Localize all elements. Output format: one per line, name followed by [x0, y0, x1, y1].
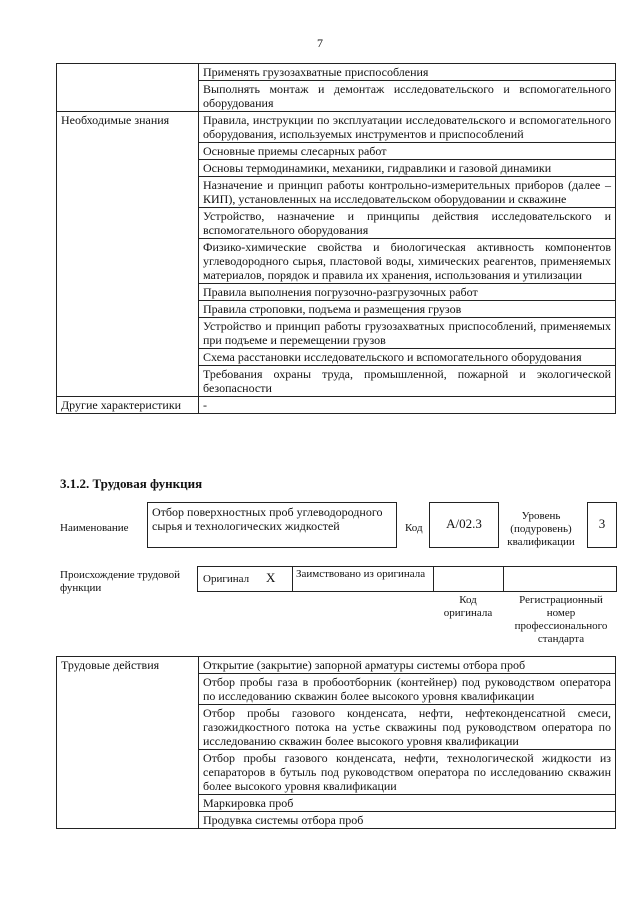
table-cell: Отбор пробы газа в пробоотборник (контейнер) под руководством оператора по исследованию скважин более высокого уровня квалификации	[199, 674, 616, 705]
skills-knowledge-table	[56, 63, 616, 414]
table-cell: Отбор пробы газового конденсата, нефти, нефтеконденсатной смеси, газожидкостного потока на устье скважины под руководством оператора по исследованию скважин более высокого уровня квалификации	[199, 705, 616, 750]
level-box	[587, 502, 617, 548]
borrowed-label: Заимствовано из оригинала	[296, 568, 426, 580]
code-label: Код	[405, 522, 423, 534]
cell-divider	[503, 566, 504, 591]
table-cell: Устройство и принцип работы грузозахватных приспособлений, применяемых при подъеме и перемещении грузов	[199, 318, 616, 349]
table-cell: Основы термодинамики, механики, гидравлики и газовой динамики	[199, 160, 616, 177]
code-box	[429, 502, 499, 548]
table-cell: Назначение и принцип работы контрольно-измерительных приборов (далее – КИП), установленных на исследовательском оборудовании и скважине	[199, 177, 616, 208]
table-cell: Правила выполнения погрузочно-разгрузочных работ	[199, 284, 616, 301]
table-row	[57, 397, 616, 414]
row-label	[57, 64, 199, 112]
table-cell: Применять грузозахватные приспособления	[199, 64, 616, 81]
section-title: 3.1.2. Трудовая функция	[60, 476, 203, 491]
table-cell: Открытие (закрытие) запорной арматуры системы отбора проб	[199, 657, 616, 674]
table-row	[57, 657, 616, 674]
page-number: 7	[317, 36, 323, 50]
name-box	[147, 502, 397, 548]
table-cell: Правила, инструкции по эксплуатации исследовательского и вспомогательного оборудования, используемых инструментов и приспособлений	[199, 112, 616, 143]
table-cell: Требования охраны труда, промышленной, пожарной и экологической безопасности	[199, 366, 616, 397]
cell-divider	[433, 566, 434, 591]
table-cell: Правила строповки, подъема и размещения грузов	[199, 301, 616, 318]
origin-label: Происхождение трудовой функции	[60, 569, 181, 594]
code-value: А/02.3	[446, 516, 482, 531]
row-label-actions: Трудовые действия	[57, 657, 199, 829]
table-row	[57, 64, 616, 81]
name-value: Отбор поверхностных проб углеводородного сырья и технологических жидкостей	[152, 505, 383, 533]
table-cell: Физико-химические свойства и биологическая активность компонентов углеводородного сырья, пластовой воды, химических реагентов, применяемых материалов, порядок и правила их хранения, использования и утилизации	[199, 239, 616, 284]
level-label: Уровень (подуровень) квалификации	[507, 510, 575, 548]
level-value: 3	[598, 516, 606, 531]
table-cell: Основные приемы слесарных работ	[199, 143, 616, 160]
table-cell: Отбор пробы газового конденсата, нефти, технологической жидкости из сепараторов в бутыль под руководством оператора по исследованию скважин более высокого уровня квалификации	[199, 750, 616, 795]
labor-actions-table	[56, 656, 616, 829]
code-original-label: Код оригинала	[443, 594, 493, 619]
table-cell: Продувка системы отбора проб	[199, 812, 616, 829]
table-cell: -	[199, 397, 616, 414]
row-label-other: Другие характеристики	[57, 397, 199, 414]
row-label-knowledge: Необходимые знания	[57, 112, 199, 397]
table-cell: Устройство, назначение и принципы действия исследовательского и вспомогательного оборудования	[199, 208, 616, 239]
table-cell: Выполнять монтаж и демонтаж исследовательского и вспомогательного оборудования	[199, 81, 616, 112]
original-label: Оригинал	[203, 573, 250, 585]
name-label: Наименование	[60, 522, 129, 534]
table-cell: Маркировка проб	[199, 795, 616, 812]
table-cell: Схема расстановки исследовательского и вспомогательного оборудования	[199, 349, 616, 366]
original-mark: X	[266, 570, 276, 585]
table-row	[57, 112, 616, 143]
cell-divider	[292, 566, 293, 591]
reg-number-label: Регистрационный номер профессионального стандарта	[514, 594, 608, 645]
